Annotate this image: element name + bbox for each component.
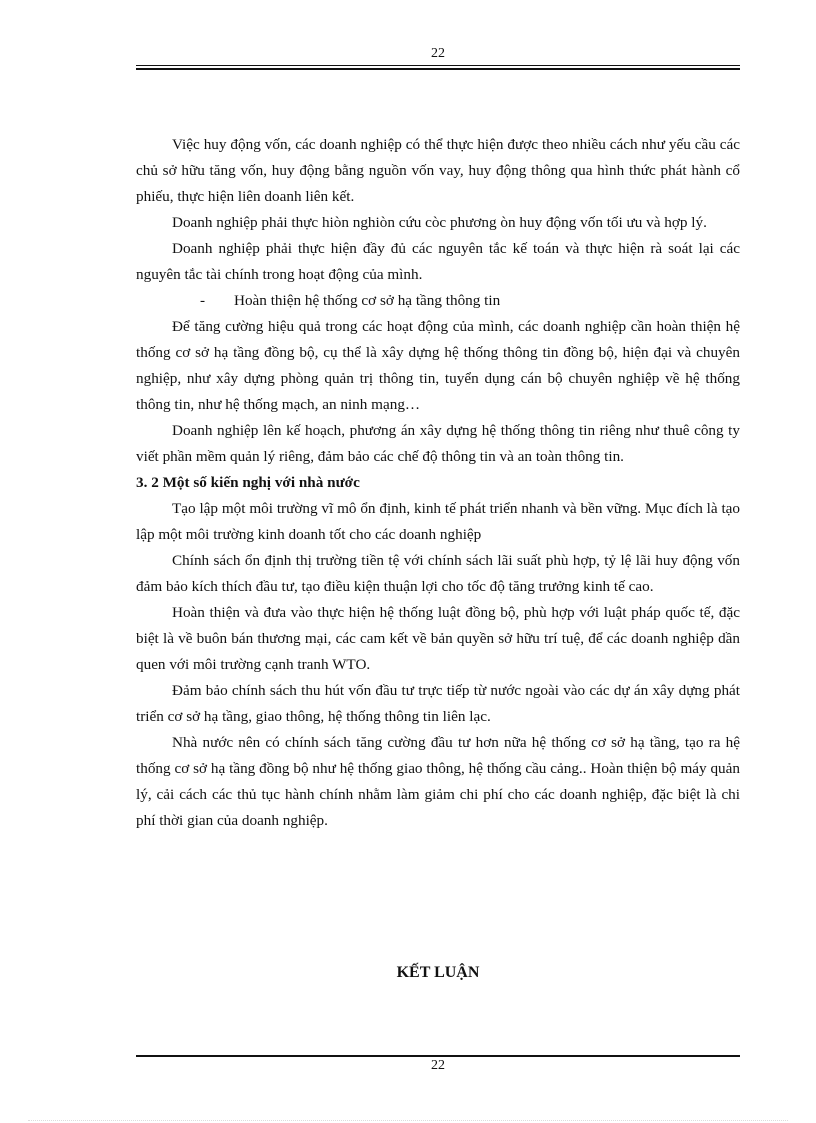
paragraph: Doanh nghiệp phải thực hiòn nghiòn cứu còc phương òn huy động vốn tối ưu và hợp lý. [172,214,707,231]
header-rule-thin [136,65,740,66]
paragraph: Doanh nghiệp phải thực hiện đầy đủ các nguyên tắc kế toán và thực hiện rà soát lại các nguyên tắc tài chính trong hoạt động của mình. [136,240,740,283]
header-rule-thick [136,68,740,70]
conclusion-title: KẾT LUẬN [396,964,480,981]
paragraph: Việc huy động vốn, các doanh nghiệp có thể thực hiện được theo nhiều cách như yếu cầu các chủ sở hữu tăng vốn, huy động bằng nguồn vốn vay, huy động thông qua hình thức phát hành cổ phiếu, thực hiện liên doanh liên kết. [136,136,740,205]
paragraph: Tạo lập một môi trường vĩ mô ổn định, kinh tế phát triển nhanh và bền vững. Mục đích là tạo lập một môi trường kinh doanh tốt cho các doanh nghiệp [136,500,740,543]
paragraph: Chính sách ổn định thị trường tiền tệ với chính sách lãi suất phù hợp, tỷ lệ lãi huy động vốn đảm bảo kích thích đầu tư, tạo điều kiện thuận lợi cho tốc độ tăng trưởng kinh tế cao. [136,552,740,595]
paragraph: Nhà nước nên có chính sách tăng cường đầu tư hơn nữa hệ thống cơ sở hạ tầng, tạo ra hệ thống cơ sở hạ tầng đồng bộ như hệ thống giao thông, hệ thống cầu cảng.. Hoàn thiện bộ máy quản lý, cải cách các thủ tục hành chính nhằm làm giảm chi phí cho các doanh nghiệp, đặc biệt là chi phí thời gian của doanh nghiệp. [136,734,740,829]
document-body [136,132,740,834]
paragraph: Hoàn thiện và đưa vào thực hiện hệ thống luật đồng bộ, phù hợp với luật pháp quốc tế, đặc biệt là về buôn bán thương mại, các cam kết về bản quyền sở hữu trí tuệ, để các doanh nghiệp dần quen với môi trường cạnh tranh WTO. [136,604,740,673]
bullet-text: Hoàn thiện hệ thống cơ sở hạ tầng thông tin [234,292,501,309]
paragraph: Doanh nghiệp lên kế hoạch, phương án xây dựng hệ thống thông tin riêng như thuê công ty viết phần mềm quản lý riêng, đảm bảo các chế độ thông tin và an toàn thông tin. [136,422,740,465]
bullet-item [136,288,740,314]
header-page-number: 22 [431,46,445,61]
footer-rule [136,1055,740,1057]
footer-page-number: 22 [431,1058,445,1073]
paragraph: Để tăng cường hiệu quả trong các hoạt động của mình, các doanh nghiệp cần hoàn thiện hệ thống cơ sở hạ tầng đồng bộ, cụ thể là xây dựng hệ thống thông tin đồng bộ, hiện đại và chuyên nghiệp, như xây dựng phòng quản trị thông tin, tuyển dụng cán bộ chuyên nghiệp về hệ thống thông tin, như hệ thống mạch, an ninh mạng… [136,318,740,413]
page-edge-divider [28,1120,788,1121]
section-heading: 3. 2 Một số kiến nghị với nhà nước [136,474,360,491]
bullet-dash: - [200,292,206,309]
paragraph: Đảm bảo chính sách thu hút vốn đầu tư trực tiếp từ nước ngoài vào các dự án xây dựng phát triển cơ sở hạ tầng, giao thông, hệ thống thông tin liên lạc. [136,682,740,725]
